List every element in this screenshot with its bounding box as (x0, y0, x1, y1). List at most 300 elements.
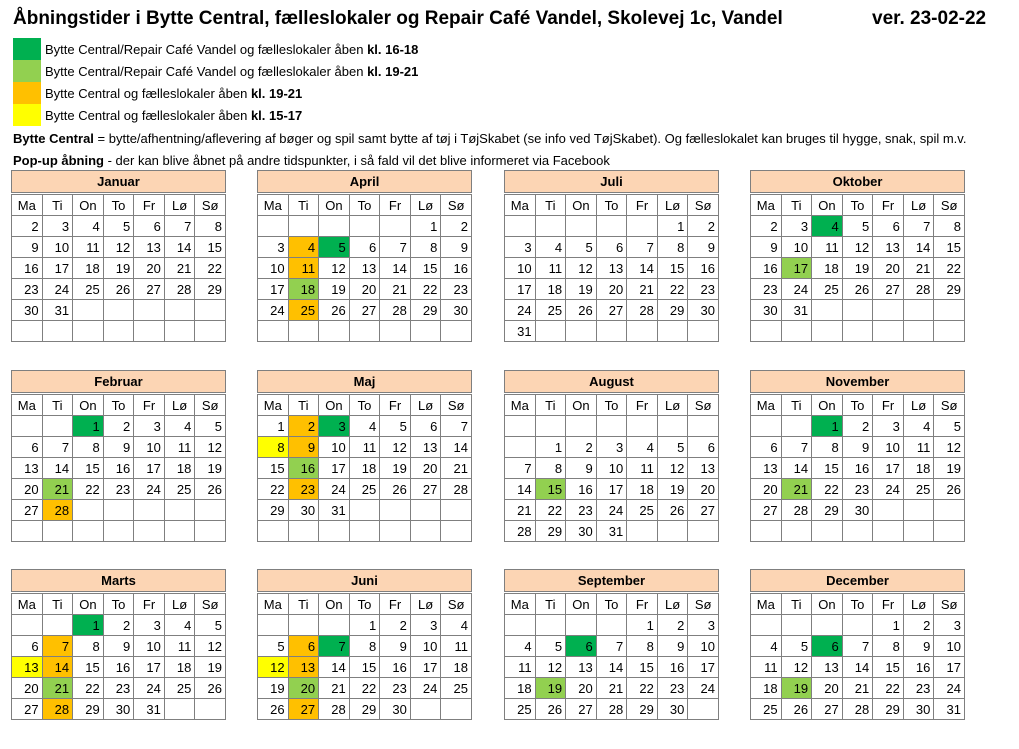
day-cell: 1 (73, 416, 104, 437)
day-cell: 27 (410, 479, 441, 500)
day-cell (535, 615, 566, 636)
day-cell: 4 (349, 416, 380, 437)
day-cell (657, 521, 688, 542)
weekday-header: Ma (258, 395, 289, 416)
weekday-header: Ma (258, 594, 289, 615)
day-cell (319, 321, 350, 342)
day-cell (535, 321, 566, 342)
day-cell: 7 (441, 416, 472, 437)
day-cell: 12 (781, 657, 812, 678)
weekday-header: To (842, 395, 873, 416)
day-cell: 14 (505, 479, 536, 500)
week-row (12, 479, 226, 500)
day-cell: 6 (349, 237, 380, 258)
day-cell: 8 (627, 636, 658, 657)
day-cell: 18 (903, 458, 934, 479)
day-cell: 16 (103, 657, 134, 678)
weekday-header: On (566, 395, 597, 416)
day-cell: 19 (781, 678, 812, 699)
day-cell: 29 (812, 500, 843, 521)
month-title: December (750, 569, 965, 592)
day-cell: 6 (751, 437, 782, 458)
day-cell (596, 216, 627, 237)
day-cell: 29 (195, 279, 226, 300)
day-cell (73, 521, 104, 542)
day-cell: 14 (42, 458, 73, 479)
day-cell: 9 (751, 237, 782, 258)
legend-swatch (13, 60, 41, 82)
week-row (12, 321, 226, 342)
day-cell: 8 (934, 216, 965, 237)
day-cell (195, 321, 226, 342)
week-row (505, 458, 719, 479)
day-cell: 30 (566, 521, 597, 542)
day-cell: 22 (812, 479, 843, 500)
weekday-header: Lø (657, 594, 688, 615)
day-cell (934, 300, 965, 321)
day-cell: 21 (441, 458, 472, 479)
day-cell: 23 (380, 678, 411, 699)
day-cell: 8 (410, 237, 441, 258)
day-cell (42, 521, 73, 542)
day-cell (134, 521, 165, 542)
day-cell: 26 (842, 279, 873, 300)
week-row (12, 416, 226, 437)
week-row (258, 258, 472, 279)
day-cell: 13 (812, 657, 843, 678)
day-cell: 23 (12, 279, 43, 300)
day-cell: 5 (842, 216, 873, 237)
week-row (751, 216, 965, 237)
weekday-header: Ma (751, 195, 782, 216)
day-cell: 7 (781, 437, 812, 458)
day-cell: 27 (688, 500, 719, 521)
day-cell: 6 (288, 636, 319, 657)
day-cell: 4 (627, 437, 658, 458)
day-cell: 6 (688, 437, 719, 458)
day-cell: 10 (134, 636, 165, 657)
day-cell: 22 (627, 678, 658, 699)
day-cell (42, 321, 73, 342)
day-cell (657, 416, 688, 437)
week-row (505, 678, 719, 699)
day-cell (566, 416, 597, 437)
weekday-header: Sø (934, 594, 965, 615)
day-cell (566, 615, 597, 636)
day-cell: 12 (195, 437, 226, 458)
day-cell: 19 (103, 258, 134, 279)
day-cell: 16 (288, 458, 319, 479)
weekday-header: To (596, 395, 627, 416)
weekday-header: To (103, 195, 134, 216)
month-grid (257, 593, 472, 720)
legend-swatch (13, 104, 41, 126)
day-cell: 17 (410, 657, 441, 678)
page-title: Åbningstider i Bytte Central, fælleslokaler og Repair Café Vandel, Skolevej 1c, Vandel (13, 8, 783, 29)
day-cell: 26 (103, 279, 134, 300)
day-cell: 9 (688, 237, 719, 258)
week-row (12, 678, 226, 699)
day-cell: 29 (410, 300, 441, 321)
day-cell: 12 (319, 258, 350, 279)
day-cell: 24 (781, 279, 812, 300)
day-cell: 28 (505, 521, 536, 542)
month-grid (750, 593, 965, 720)
day-cell: 11 (627, 458, 658, 479)
day-cell: 3 (258, 237, 289, 258)
day-cell (134, 300, 165, 321)
weekday-header: Sø (688, 594, 719, 615)
day-cell: 21 (781, 479, 812, 500)
day-cell: 9 (441, 237, 472, 258)
legend-item-orange (13, 82, 302, 104)
day-cell (103, 321, 134, 342)
day-cell: 5 (657, 437, 688, 458)
day-cell: 13 (410, 437, 441, 458)
day-cell: 7 (842, 636, 873, 657)
week-row (258, 615, 472, 636)
day-cell (164, 500, 195, 521)
day-cell: 8 (812, 437, 843, 458)
weekday-header: Ma (505, 594, 536, 615)
day-cell: 7 (380, 237, 411, 258)
day-cell: 23 (103, 678, 134, 699)
day-cell: 26 (934, 479, 965, 500)
week-row (12, 699, 226, 720)
day-cell: 12 (566, 258, 597, 279)
day-cell (12, 521, 43, 542)
day-cell: 13 (873, 237, 904, 258)
day-cell: 11 (288, 258, 319, 279)
day-cell: 2 (288, 416, 319, 437)
day-cell: 29 (73, 699, 104, 720)
day-cell: 27 (349, 300, 380, 321)
weekday-header: Ti (42, 395, 73, 416)
day-cell: 30 (751, 300, 782, 321)
day-cell: 31 (505, 321, 536, 342)
week-row (505, 300, 719, 321)
weekday-header: Lø (164, 594, 195, 615)
day-cell: 16 (441, 258, 472, 279)
day-cell: 27 (12, 500, 43, 521)
day-cell (842, 321, 873, 342)
day-cell: 4 (812, 216, 843, 237)
day-cell (505, 216, 536, 237)
day-cell: 4 (164, 615, 195, 636)
day-cell: 25 (349, 479, 380, 500)
day-cell: 22 (73, 678, 104, 699)
day-cell: 1 (873, 615, 904, 636)
day-cell (934, 321, 965, 342)
day-cell: 20 (349, 279, 380, 300)
week-row (12, 437, 226, 458)
day-cell: 26 (380, 479, 411, 500)
day-cell: 15 (657, 258, 688, 279)
weekday-header: Fr (873, 195, 904, 216)
week-row (751, 636, 965, 657)
day-cell: 13 (596, 258, 627, 279)
week-row (751, 678, 965, 699)
day-cell: 30 (441, 300, 472, 321)
weekday-header: Fr (627, 594, 658, 615)
week-row (505, 615, 719, 636)
day-cell: 21 (164, 258, 195, 279)
day-cell: 12 (657, 458, 688, 479)
month-juli (504, 170, 719, 350)
weekday-header: Sø (195, 195, 226, 216)
weekday-header: Ti (535, 395, 566, 416)
day-cell (441, 500, 472, 521)
week-row (258, 300, 472, 321)
day-cell: 17 (258, 279, 289, 300)
weekday-header: Lø (657, 195, 688, 216)
day-cell: 1 (535, 437, 566, 458)
day-cell: 31 (319, 500, 350, 521)
day-cell: 25 (535, 300, 566, 321)
weekday-header: To (349, 195, 380, 216)
day-cell: 28 (596, 699, 627, 720)
weekday-header: Fr (134, 195, 165, 216)
weekday-header: Lø (164, 395, 195, 416)
week-row (505, 416, 719, 437)
day-cell: 4 (441, 615, 472, 636)
legend-swatch (13, 38, 41, 60)
day-cell: 25 (751, 699, 782, 720)
day-cell: 15 (195, 237, 226, 258)
day-cell: 1 (812, 416, 843, 437)
day-cell: 14 (164, 237, 195, 258)
day-cell (751, 615, 782, 636)
day-cell: 20 (288, 678, 319, 699)
day-cell: 10 (596, 458, 627, 479)
day-cell: 2 (380, 615, 411, 636)
day-cell: 28 (627, 300, 658, 321)
weekday-header: To (103, 395, 134, 416)
day-cell: 25 (164, 479, 195, 500)
weekday-header: Ma (12, 594, 43, 615)
day-cell: 15 (627, 657, 658, 678)
day-cell: 31 (596, 521, 627, 542)
day-cell (842, 521, 873, 542)
weekday-header: Ti (535, 195, 566, 216)
legend-text: Bytte Central og fælleslokaler åben kl. 19-21 (45, 85, 303, 101)
month-september (504, 569, 719, 749)
day-cell (751, 321, 782, 342)
day-cell: 11 (441, 636, 472, 657)
day-cell: 24 (319, 479, 350, 500)
day-cell: 14 (903, 237, 934, 258)
legend-item-yellow (13, 104, 302, 126)
day-cell: 2 (751, 216, 782, 237)
weekday-header: To (103, 594, 134, 615)
month-marts (11, 569, 226, 749)
day-cell (812, 300, 843, 321)
day-cell: 1 (627, 615, 658, 636)
day-cell: 26 (657, 500, 688, 521)
day-cell: 17 (134, 458, 165, 479)
legend-item-dark (13, 38, 418, 60)
day-cell (535, 216, 566, 237)
week-row (258, 321, 472, 342)
day-cell: 6 (566, 636, 597, 657)
weekday-header: To (596, 594, 627, 615)
week-row (751, 521, 965, 542)
day-cell: 11 (535, 258, 566, 279)
day-cell: 17 (134, 657, 165, 678)
day-cell: 26 (781, 699, 812, 720)
weekday-header: Sø (688, 395, 719, 416)
legend-text: Bytte Central/Repair Café Vandel og fælleslokaler åben kl. 19-21 (45, 63, 419, 79)
day-cell: 2 (103, 416, 134, 437)
day-cell: 9 (288, 437, 319, 458)
day-cell: 18 (73, 258, 104, 279)
day-cell: 5 (566, 237, 597, 258)
day-cell (627, 216, 658, 237)
week-row (12, 300, 226, 321)
day-cell (812, 321, 843, 342)
day-cell: 20 (688, 479, 719, 500)
day-cell: 5 (535, 636, 566, 657)
day-cell: 7 (627, 237, 658, 258)
weekday-header: Sø (195, 395, 226, 416)
day-cell: 22 (873, 678, 904, 699)
day-cell: 19 (657, 479, 688, 500)
day-cell: 31 (781, 300, 812, 321)
day-cell: 28 (903, 279, 934, 300)
month-grid (11, 194, 226, 342)
day-cell: 1 (657, 216, 688, 237)
weekday-header: Ti (535, 594, 566, 615)
week-row (258, 521, 472, 542)
day-cell: 30 (380, 699, 411, 720)
day-cell: 14 (319, 657, 350, 678)
day-cell: 4 (288, 237, 319, 258)
week-row (751, 258, 965, 279)
day-cell: 7 (319, 636, 350, 657)
day-cell (380, 321, 411, 342)
day-cell: 19 (380, 458, 411, 479)
day-cell (164, 699, 195, 720)
day-cell: 31 (934, 699, 965, 720)
day-cell: 19 (842, 258, 873, 279)
day-cell: 9 (380, 636, 411, 657)
day-cell (380, 216, 411, 237)
day-cell: 18 (441, 657, 472, 678)
day-cell: 16 (566, 479, 597, 500)
month-title: August (504, 370, 719, 393)
day-cell: 10 (410, 636, 441, 657)
day-cell: 9 (657, 636, 688, 657)
day-cell (812, 521, 843, 542)
day-cell (842, 615, 873, 636)
weekday-header: Fr (134, 395, 165, 416)
month-grid (750, 194, 965, 342)
day-cell: 5 (103, 216, 134, 237)
day-cell (781, 416, 812, 437)
day-cell (349, 500, 380, 521)
week-row (505, 216, 719, 237)
day-cell: 20 (751, 479, 782, 500)
day-cell: 9 (566, 458, 597, 479)
week-row (12, 615, 226, 636)
day-cell: 8 (73, 636, 104, 657)
day-cell: 30 (903, 699, 934, 720)
day-cell: 29 (258, 500, 289, 521)
day-cell: 28 (842, 699, 873, 720)
weekday-header: Sø (441, 195, 472, 216)
week-row (258, 279, 472, 300)
weekday-header: Sø (195, 594, 226, 615)
day-cell: 20 (873, 258, 904, 279)
day-cell: 14 (596, 657, 627, 678)
day-cell (596, 321, 627, 342)
day-cell: 11 (751, 657, 782, 678)
day-cell (319, 521, 350, 542)
day-cell (258, 521, 289, 542)
day-cell: 5 (781, 636, 812, 657)
day-cell: 21 (380, 279, 411, 300)
day-cell: 23 (688, 279, 719, 300)
day-cell: 6 (812, 636, 843, 657)
day-cell (688, 699, 719, 720)
day-cell: 28 (164, 279, 195, 300)
day-cell (688, 416, 719, 437)
day-cell: 26 (258, 699, 289, 720)
weekday-header: Ti (288, 395, 319, 416)
day-cell: 24 (934, 678, 965, 699)
day-cell (505, 437, 536, 458)
week-row (751, 321, 965, 342)
day-cell (627, 521, 658, 542)
day-cell (596, 615, 627, 636)
weekday-header: Lø (410, 395, 441, 416)
day-cell: 24 (134, 479, 165, 500)
day-cell (258, 321, 289, 342)
weekday-header: On (319, 594, 350, 615)
day-cell: 22 (535, 500, 566, 521)
day-cell: 19 (195, 657, 226, 678)
day-cell: 9 (12, 237, 43, 258)
day-cell: 6 (596, 237, 627, 258)
weekday-header: Fr (380, 195, 411, 216)
week-row (258, 636, 472, 657)
week-row (505, 258, 719, 279)
day-cell: 6 (12, 437, 43, 458)
day-cell: 25 (505, 699, 536, 720)
day-cell: 16 (12, 258, 43, 279)
day-cell: 13 (349, 258, 380, 279)
day-cell: 6 (134, 216, 165, 237)
day-cell: 23 (103, 479, 134, 500)
day-cell: 12 (258, 657, 289, 678)
day-cell: 30 (657, 699, 688, 720)
note-popup: Pop-up åbning - der kan blive åbnet på andre tidspunkter, i så fald vil det blive informeret via Facebook (13, 153, 610, 168)
day-cell (73, 300, 104, 321)
day-cell: 29 (535, 521, 566, 542)
day-cell: 14 (380, 258, 411, 279)
day-cell: 5 (258, 636, 289, 657)
day-cell: 5 (195, 416, 226, 437)
month-april (257, 170, 472, 350)
day-cell: 22 (258, 479, 289, 500)
day-cell: 1 (73, 615, 104, 636)
day-cell: 19 (195, 458, 226, 479)
day-cell: 15 (73, 657, 104, 678)
week-row (751, 416, 965, 437)
weekday-header: On (319, 395, 350, 416)
day-cell: 30 (288, 500, 319, 521)
week-row (505, 479, 719, 500)
